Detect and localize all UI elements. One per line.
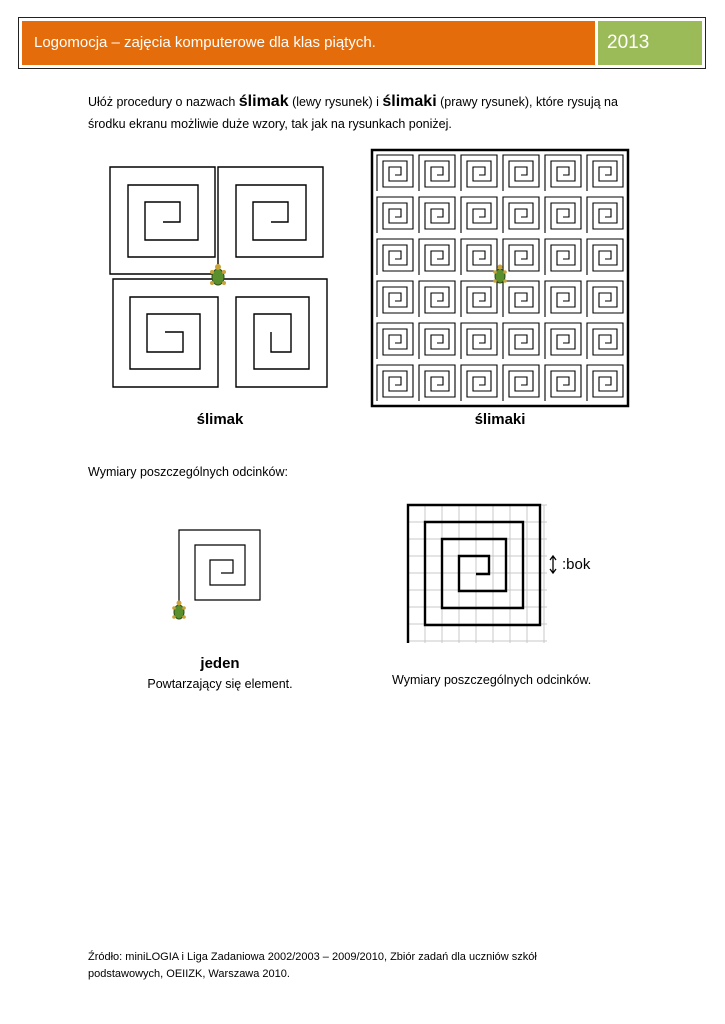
small-spiral	[545, 281, 581, 317]
bok-dimension-arrow	[550, 556, 556, 573]
small-spiral	[377, 281, 413, 317]
small-spiral	[461, 155, 497, 191]
jeden-caption: jeden	[200, 655, 240, 672]
spiral-top-left	[110, 167, 215, 274]
small-spiral	[587, 323, 623, 359]
small-spiral	[377, 323, 413, 359]
source-footnote: Źródło: miniLOGIA i Liga Zadaniowa 2002/2003 – 2009/2010, Zbiór zadań dla uczniów szkół podstawowych, OEIIZK, Warszawa 2010.	[88, 951, 537, 980]
small-spiral	[419, 155, 455, 191]
small-spiral	[461, 365, 497, 401]
small-spiral	[503, 281, 539, 317]
jeden-figure	[165, 525, 275, 625]
spiral-top-right	[218, 167, 323, 274]
small-spiral	[419, 323, 455, 359]
task-instructions	[88, 91, 648, 135]
small-spiral	[419, 365, 455, 401]
small-spiral	[587, 365, 623, 401]
intro-text-3: (prawy rysunek), które rysują na środku ekranu możliwie duże wzory, tak jak na rysunkach poniżej.	[88, 95, 618, 131]
bok-label: :bok	[562, 556, 591, 573]
small-spiral	[377, 365, 413, 401]
slimak-caption: ślimak	[196, 411, 244, 428]
turtle-icon	[210, 264, 226, 285]
small-spiral	[419, 197, 455, 233]
small-spiral	[587, 239, 623, 275]
small-spiral	[587, 155, 623, 191]
small-spiral	[545, 155, 581, 191]
small-spiral	[503, 197, 539, 233]
turtle-icon	[172, 601, 186, 620]
small-spiral	[503, 155, 539, 191]
jeden-description: Powtarzający się element.	[147, 677, 293, 691]
intro-text-2: (lewy rysunek) i	[288, 95, 383, 109]
small-spiral	[377, 197, 413, 233]
spiral-bottom-right	[218, 279, 327, 387]
slimaki-figure	[370, 148, 630, 408]
small-spiral	[377, 155, 413, 191]
spiral-path	[408, 505, 540, 643]
procedure-name-slimaki: ślimaki	[382, 93, 437, 110]
small-spiral	[503, 239, 539, 275]
small-spiral	[461, 197, 497, 233]
small-spiral	[545, 197, 581, 233]
small-spiral	[377, 239, 413, 275]
intro-text-1: Ułóż procedury o nazwach	[88, 95, 239, 109]
small-spiral	[545, 239, 581, 275]
slimak-figure	[105, 162, 335, 394]
small-spiral	[503, 365, 539, 401]
small-spiral	[419, 239, 455, 275]
small-spiral	[587, 197, 623, 233]
procedure-name-slimak: ślimak	[238, 93, 289, 110]
small-spiral	[503, 323, 539, 359]
grid-description: Wymiary poszczególnych odcinków.	[392, 673, 592, 687]
small-spiral	[419, 281, 455, 317]
page-header	[18, 17, 706, 69]
small-spiral	[461, 239, 497, 275]
small-spiral	[545, 323, 581, 359]
small-spiral	[587, 281, 623, 317]
slimaki-caption: ślimaki	[474, 411, 526, 428]
small-spiral	[545, 365, 581, 401]
header-title: Logomocja – zajęcia komputerowe dla klas piątych.	[22, 21, 595, 65]
small-spiral	[461, 281, 497, 317]
header-year: 2013	[598, 21, 702, 65]
small-spiral	[461, 323, 497, 359]
spiral-bottom-left	[113, 279, 218, 387]
dimensions-heading: Wymiary poszczególnych odcinków:	[88, 465, 288, 479]
turtle-icon	[493, 265, 507, 284]
